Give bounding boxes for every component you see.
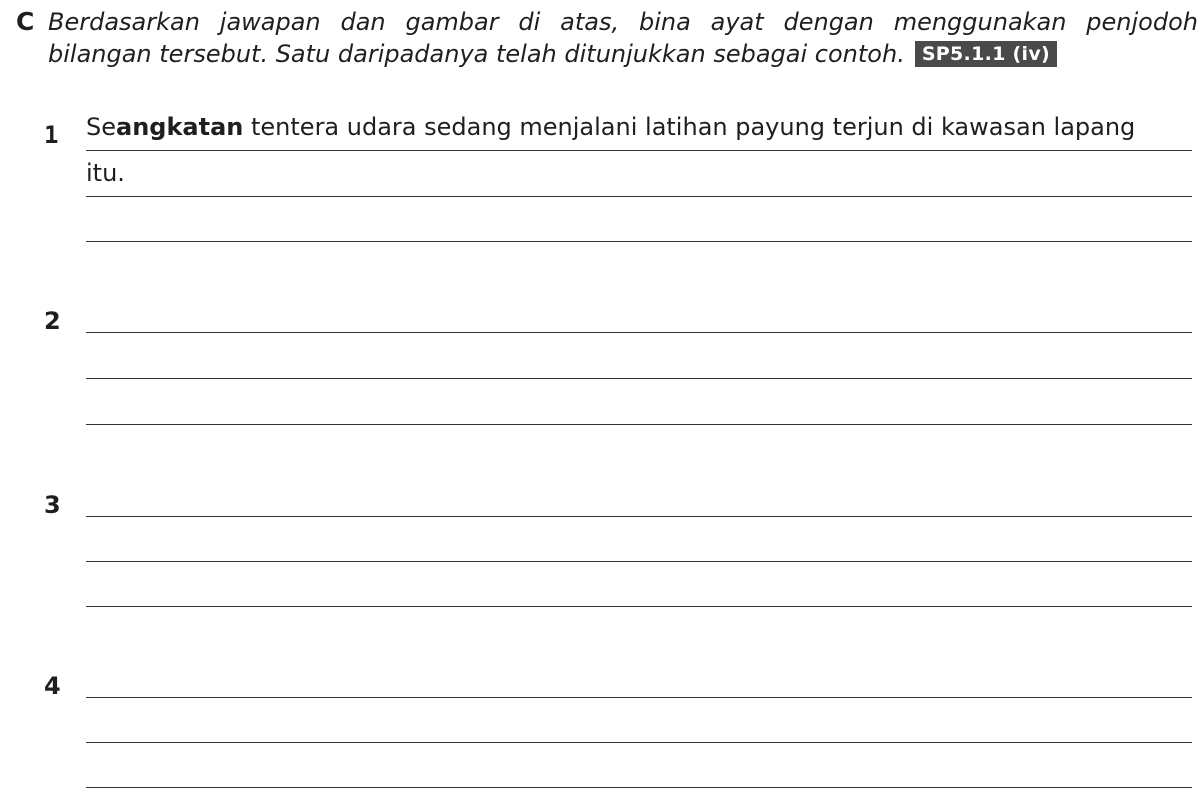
question-number-1: 1 [44,121,59,149]
instruction-text [48,6,1198,70]
section-letter: C [16,7,35,36]
instruction-line-1: Berdasarkan jawapan dan gambar di atas, bina ayat dengan menggunakan penjodoh [48,8,1198,36]
example-bold-word: angkatan [116,113,244,141]
example-answer-line-2: itu. [86,159,125,187]
answer-line-3b[interactable] [86,561,1192,562]
example-answer-line-1 [86,112,1135,142]
example-rest: tentera udara sedang menjalani latihan payung terjun di kawasan lapang [243,113,1136,141]
instruction-line-2 [48,38,1198,70]
question-number-4: 4 [44,672,61,700]
answer-line-2b[interactable] [86,378,1192,379]
standard-code-badge: SP5.1.1 (iv) [915,41,1057,67]
answer-line-2c[interactable] [86,424,1192,425]
example-prefix: Se [86,113,116,141]
answer-line-4c[interactable] [86,787,1192,788]
answer-line-4b[interactable] [86,742,1192,743]
answer-line-1b[interactable] [86,196,1192,197]
question-number-2: 2 [44,307,61,335]
answer-line-3a[interactable] [86,516,1192,517]
answer-line-4a[interactable] [86,697,1192,698]
answer-line-1c[interactable] [86,241,1192,242]
instruction-line-2-text: bilangan tersebut. Satu daripadanya telah ditunjukkan sebagai contoh. [48,40,905,68]
answer-line-1a [86,150,1192,151]
answer-line-2a[interactable] [86,332,1192,333]
question-number-3: 3 [44,491,61,519]
answer-line-3c[interactable] [86,606,1192,607]
